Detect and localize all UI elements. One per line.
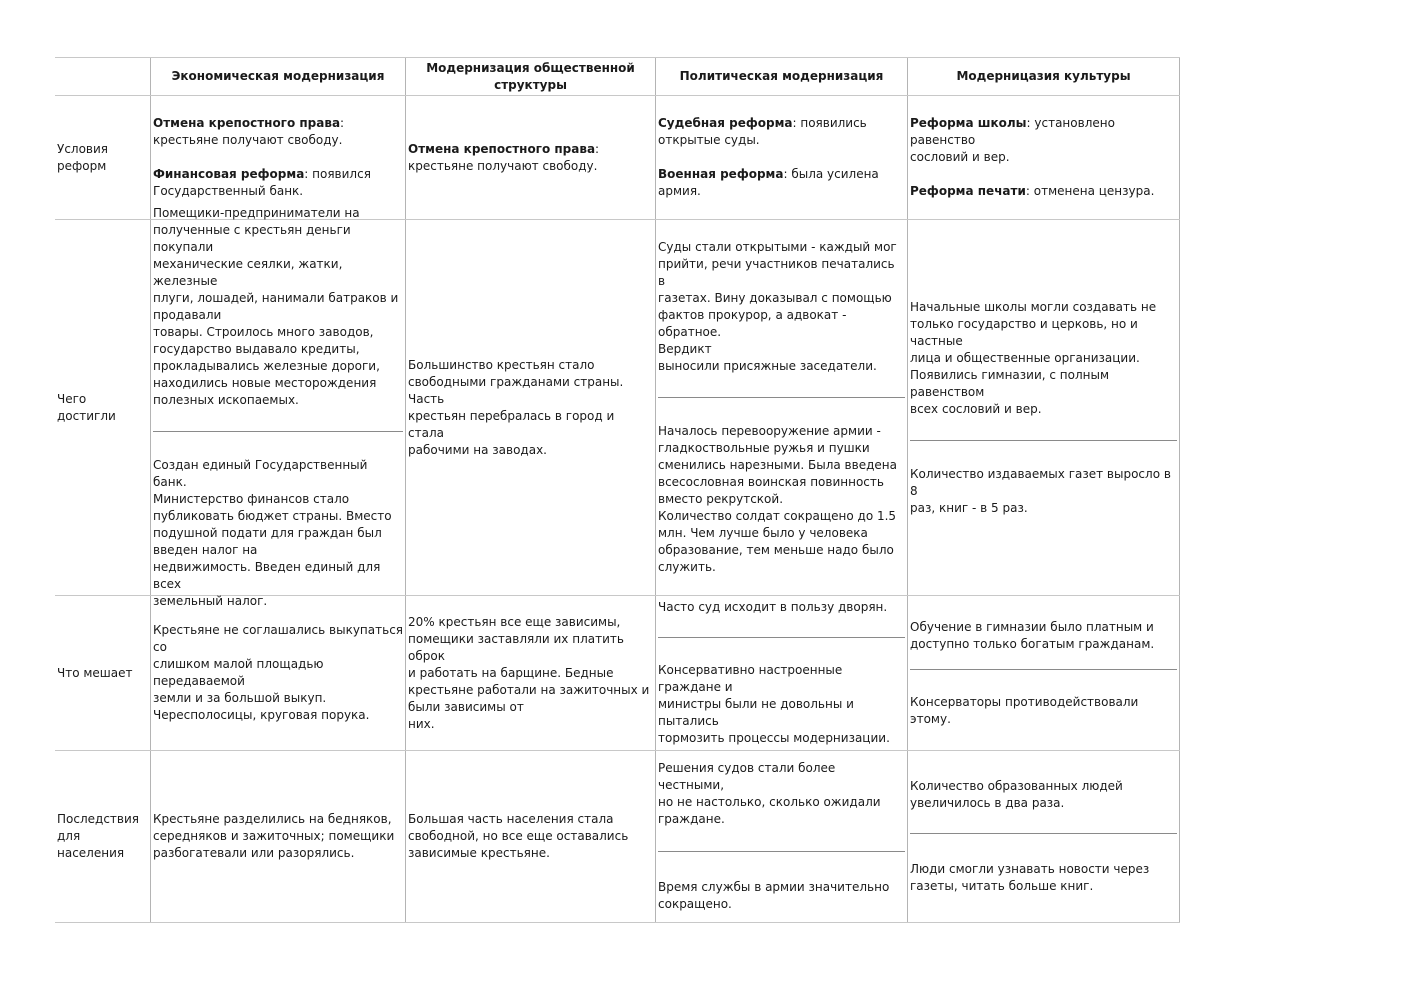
cell-obstacles-social: [406, 596, 655, 750]
inner-separator: [658, 851, 905, 852]
row-label-achievements: [55, 220, 150, 595]
cell-achievements-economic: [151, 206, 405, 608]
row-label-conditions: [55, 96, 150, 219]
reform-name: Судебная реформа: [658, 116, 793, 130]
cell-text: 20% крестьян все еще зависимы, помещики заставляли их платить оброк и работать на барщине. Бедные крестьяне работали на зажиточных и были зависимы от них.: [408, 614, 650, 731]
cell-text-part: Количество издаваемых газет выросло в 8 раз, книг - в 5 раз.: [910, 466, 1171, 515]
row-label-text: Последствия для населения: [57, 812, 139, 860]
cell-consequences-social: [406, 751, 655, 922]
row-label-obstacles: [55, 596, 150, 750]
cell-achievements-political: [656, 220, 907, 595]
inner-separator: [658, 637, 905, 638]
cell-text-part: Консервативно настроенные граждане и министры были не довольны и пытались тормозить процессы модернизации.: [658, 663, 890, 745]
cell-conditions-political: [656, 96, 907, 219]
reform-name: Военная реформа: [658, 167, 784, 181]
cell-achievements-social: [406, 220, 655, 595]
row-label-text: Что мешает: [57, 665, 133, 680]
cell-conditions-culture: [908, 96, 1179, 219]
cell-conditions-economic: [151, 96, 405, 219]
cell-text-part: Количество образованных людей увеличилось в два раза.: [910, 779, 1123, 810]
reform-text: : установлено равенство сословий и вер.: [910, 116, 1115, 164]
reform-item: [910, 183, 1177, 200]
reforms-table: [55, 57, 1181, 923]
column-divider: [1179, 57, 1180, 923]
cell-obstacles-political: [656, 596, 907, 750]
reform-text: : появились открытые суды.: [658, 116, 867, 147]
reform-name: Реформа печати: [910, 184, 1026, 198]
reform-item: [658, 115, 905, 149]
reform-text: : крестьяне получают свободу.: [408, 141, 600, 173]
reform-name: Отмена крепостного права: [408, 141, 596, 156]
header-economic: [151, 58, 405, 95]
row-divider: [55, 922, 1180, 923]
cell-text-part: Решения судов стали более честными, но не настолько, сколько ожидали граждане.: [658, 761, 881, 826]
reform-name: Отмена крепостного права: [153, 116, 341, 130]
reform-item: [408, 141, 653, 175]
header-social-text: Модернизация общественной структуры: [426, 60, 635, 92]
reform-item: [153, 115, 403, 149]
inner-separator: [910, 440, 1177, 441]
cell-text-part: Часто суд исходит в пользу дворян.: [658, 600, 888, 614]
cell-text-part: Начальные школы могли создавать не только государство и церковь, но и частные лица и общественные организации. Появились гимназии, с полным равенством всех сословий и вер.: [910, 299, 1157, 416]
cell-text: Большая часть населения стала свободной, но все еще оставались зависимые крестьяне.: [408, 812, 629, 860]
cell-text-part: Создан единый Государственный банк. Министерство финансов стало публиковать бюджет страны. Вместо подушной подати для граждан был введен налог на недвижимость. Введен единый для всех земельный налог.: [153, 458, 392, 608]
row-label-text: Чего достигли: [57, 391, 116, 423]
cell-consequences-culture: [908, 751, 1179, 922]
reform-text: : отменена цензура.: [1025, 184, 1155, 198]
cell-obstacles-economic: [151, 596, 405, 750]
inner-separator: [153, 431, 403, 432]
cell-text-part: Суды стали открытыми - каждый мог прийти, речи участников печатались в газетах. Вину доказывал с помощью фактов прокурор, а адвокат - обратное. Вердикт выносили присяжные заседатели.: [658, 240, 897, 373]
cell-text-part: Люди смогли узнавать новости через газеты, читать больше книг.: [910, 862, 1150, 893]
header-social: [406, 58, 655, 95]
row-label-text: Условия реформ: [57, 141, 109, 173]
cell-text-part: Консерваторы противодействовали этому.: [910, 694, 1139, 726]
inner-separator: [910, 833, 1177, 834]
reform-text: : крестьяне получают свободу.: [153, 116, 345, 147]
inner-separator: [658, 397, 905, 398]
header-political-text: Политическая модернизация: [679, 69, 884, 83]
cell-achievements-culture: [908, 220, 1179, 595]
inner-separator: [910, 669, 1177, 670]
reform-text: : появился Государственный банк.: [153, 167, 371, 198]
cell-text-part: Началось перевооружение армии - гладкоствольные ружья и пушки сменились нарезными. Была введена всесословная воинская повинность вместо рекрутской. Количество солдат сокращено до 1.5 млн. Чем лучше было у человека образование, тем меньше надо было служить.: [658, 424, 897, 574]
reform-name: Реформа школы: [910, 116, 1027, 130]
header-culture: [908, 58, 1179, 95]
header-culture-text: Модерницазия культуры: [956, 69, 1131, 83]
cell-text-part: Помещики-предприниматели на полученные с крестьян деньги покупали механические сеялки, жатки, железные плуги, лошадей, нанимали батраков и продавали товары. Строилось много заводов, государство выдавало кредиты, прокладывались железные дороги, находились новые месторождения полезных ископаемых.: [153, 206, 399, 407]
cell-consequences-political: [656, 751, 907, 922]
row-label-consequences: [55, 751, 150, 922]
cell-text: Крестьяне разделились на бедняков, середняков и зажиточных; помещики разбогатевали или разорялись.: [153, 812, 395, 860]
reform-item: [153, 166, 403, 200]
reform-text: : была усилена армия.: [658, 167, 879, 198]
cell-obstacles-culture: [908, 596, 1179, 750]
cell-text: Крестьяне не соглашались выкупаться со слишком малой площадью передаваемой земли и за большой выкуп. Чересполосицы, круговая порука.: [153, 623, 404, 722]
cell-text-part: Обучение в гимназии было платным и доступно только богатым гражданам.: [910, 619, 1155, 651]
header-economic-text: Экономическая модернизация: [171, 69, 385, 83]
cell-conditions-social: [406, 96, 655, 219]
header-political: [656, 58, 907, 95]
cell-text-part: Время службы в армии значительно сокращено.: [658, 880, 890, 911]
reform-item: [658, 166, 905, 200]
cell-text: Большинство крестьян стало свободными гражданами страны. Часть крестьян перебралась в город и стала рабочими на заводах.: [408, 357, 624, 457]
reform-item: [910, 115, 1177, 166]
reform-name: Финансовая реформа: [153, 167, 305, 181]
cell-consequences-economic: [151, 751, 405, 922]
